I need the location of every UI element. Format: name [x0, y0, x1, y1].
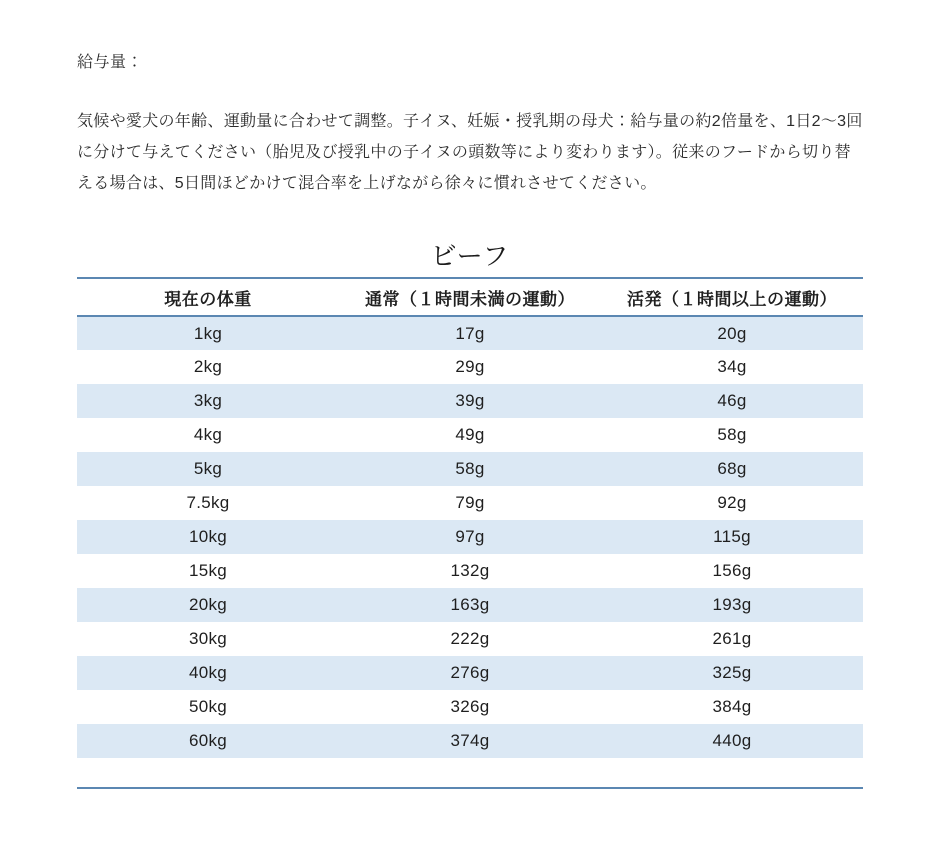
- table-title: ビーフ: [430, 242, 510, 272]
- table-header-row: [77, 278, 863, 316]
- cell-current-weight: 3kg: [193, 391, 223, 410]
- cell-normal-amount: 39g: [455, 391, 485, 410]
- cell-normal-amount: 17g: [455, 323, 485, 343]
- cell-current-weight: 60kg: [188, 731, 228, 750]
- section-label: 給与量：: [77, 54, 144, 71]
- table-row: [77, 554, 863, 588]
- cell-current-weight: 4kg: [193, 425, 223, 444]
- cell-active-amount: 58g: [717, 425, 747, 444]
- empty-spacer-cell: [77, 758, 863, 788]
- header-normal-exercise: 通常（１時間未満の運動）: [339, 278, 601, 316]
- cell-active-amount: 384g: [712, 697, 752, 716]
- table-row: [77, 384, 863, 418]
- cell-current-weight: 20kg: [188, 595, 228, 614]
- cell-active-amount: 46g: [717, 391, 747, 410]
- cell-current-weight: 10kg: [188, 527, 228, 546]
- cell-active-amount: 325g: [712, 663, 752, 682]
- cell-active-amount: 115g: [713, 527, 751, 546]
- cell-current-weight: 50kg: [188, 697, 228, 716]
- cell-normal-amount: 222g: [450, 629, 490, 648]
- table-row: [77, 622, 863, 656]
- cell-current-weight: 5kg: [193, 459, 223, 478]
- cell-normal-amount: 276g: [450, 663, 490, 682]
- table-row: [77, 350, 863, 384]
- table-row: [77, 452, 863, 486]
- table-row: [77, 486, 863, 520]
- feeding-table: [77, 277, 863, 789]
- cell-normal-amount: 49g: [455, 425, 485, 444]
- cell-normal-amount: 79g: [455, 493, 485, 512]
- cell-active-amount: 20g: [717, 323, 747, 343]
- cell-normal-amount: 163g: [450, 595, 490, 614]
- table-row: [77, 588, 863, 622]
- cell-active-amount: 34g: [717, 357, 747, 376]
- table-row: [77, 656, 863, 690]
- table-row: [77, 316, 863, 350]
- cell-current-weight: 1kg: [193, 323, 223, 343]
- table-row: [77, 690, 863, 724]
- cell-normal-amount: 374g: [450, 731, 490, 750]
- cell-current-weight: 40kg: [188, 663, 228, 682]
- cell-active-amount: 261g: [712, 629, 752, 648]
- cell-active-amount: 68g: [717, 459, 747, 478]
- cell-normal-amount: 97g: [455, 527, 485, 546]
- table-row: [77, 418, 863, 452]
- cell-current-weight: 15kg: [188, 561, 228, 580]
- intro-paragraph: 気候や愛犬の年齢、運動量に合わせて調整。子イヌ、妊娠・授乳期の母犬：給与量の約2倍量を、1日2～3回に分けて与えてください（胎児及び授乳中の子イヌの頭数等により変わります）。従来のフードから切り替える場合は、5日間ほどかけて混合率を上げながら徐々に慣れさせてください。: [77, 113, 863, 192]
- cell-normal-amount: 29g: [455, 357, 485, 376]
- cell-active-amount: 193g: [712, 595, 752, 614]
- cell-normal-amount: 58g: [455, 459, 485, 478]
- cell-normal-amount: 326g: [450, 697, 490, 716]
- empty-spacer-row: [77, 758, 863, 788]
- cell-active-amount: 156g: [712, 561, 752, 580]
- cell-active-amount: 92g: [717, 493, 747, 512]
- header-current-weight: 現在の体重: [77, 278, 339, 316]
- cell-current-weight: 2kg: [193, 357, 223, 376]
- table-row: [77, 724, 863, 758]
- cell-current-weight: 7.5kg: [186, 493, 230, 512]
- cell-current-weight: 30kg: [188, 629, 228, 648]
- header-active-exercise: 活発（１時間以上の運動）: [601, 278, 863, 316]
- table-row: [77, 520, 863, 554]
- cell-normal-amount: 132g: [450, 561, 490, 580]
- cell-active-amount: 440g: [712, 731, 752, 750]
